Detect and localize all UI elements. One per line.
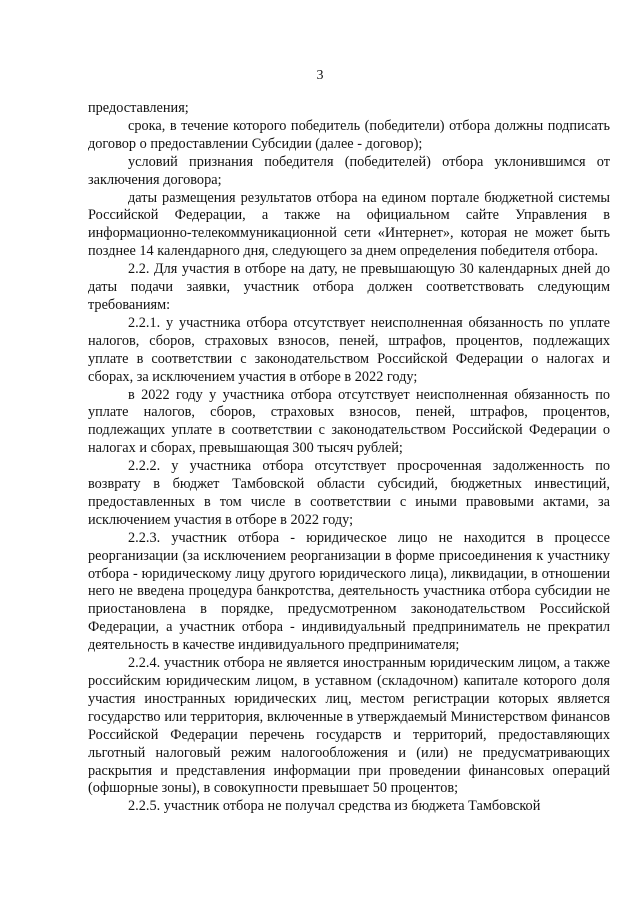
paragraph-2-2-5: 2.2.5. участник отбора не получал средства из бюджета Тамбовской	[128, 798, 541, 815]
paragraph-evasion-conditions: условий признания победителя (победителей) отбора уклонившимся от заключения договора;	[88, 153, 610, 188]
paragraph-contract-deadline: срока, в течение которого победитель (победители) отбора должны подписать договор о предоставлении Субсидии (далее - договор);	[88, 117, 610, 152]
paragraph-continuation: предоставления;	[88, 100, 189, 116]
paragraph-2-2-1: 2.2.1. у участника отбора отсутствует неисполненная обязанность по уплате налогов, сборов, страховых взносов, пеней, штрафов, процентов, подлежащих уплате в соответствии с законодательством Российской Федерации о налогах и сборах, за исключением участия в отборе в 2022 году;	[88, 314, 610, 385]
paragraph-2-2-3: 2.2.3. участник отбора - юридическое лицо не находится в процессе реорганизации (за исключением реорганизации в форме присоединения к участнику отбора - юридическому лицу другого юридического лица), ликвидации, в отношении него не введена процедура банкротства, деятельность участника отбора субсидии не приостановлена в порядке, предусмотренном законодательством Российской Федерации, а участник отбора - индивидуальный предприниматель не прекратил деятельность в качестве индивидуального предпринимателя;	[88, 529, 610, 654]
page-number: 3	[316, 68, 324, 83]
paragraph-2-2: 2.2. Для участия в отборе на дату, не превышающую 30 календарных дней до даты подачи заявки, участник отбора должен соответствовать следующим требованиям:	[88, 261, 610, 313]
paragraph-2-2-4: 2.2.4. участник отбора не является иностранным юридическим лицом, а также российским юридическим лицом, в уставном (складочном) капитале которого доля участия иностранных юридических лиц, местом регистрации которых является государство или территория, включенные в утверждаемый Министерством финансов Российской Федерации перечень государств и территорий, предоставляющих льготный налоговый режим налогообложения и (или) не предусматривающих раскрытия и представления информации при проведении финансовых операций (офшорные зоны), в совокупности превышает 50 процентов;	[88, 655, 610, 797]
paragraph-2022-tax-exception: в 2022 году у участника отбора отсутствует неисполненная обязанность по уплате налогов, сборов, страховых взносов, пеней, штрафов, процентов, подлежащих уплате в соответствии с законодательством Российской Федерации о налогах и сборах, превышающая 300 тысяч рублей;	[88, 386, 610, 457]
paragraph-publication-dates: даты размещения результатов отбора на едином портале бюджетной системы Российской Федерации, а также на официальном сайте Управления в информационно-телекоммуникационной сети «Интернет», которая не может быть позднее 14 календарного дня, следующего за днем определения победителя отбора.	[88, 189, 610, 260]
document-body	[88, 100, 610, 816]
paragraph-2-2-2: 2.2.2. у участника отбора отсутствует просроченная задолженность по возврату в бюджет Тамбовской области субсидий, бюджетных инвестиций, предоставленных в том числе в соответствии с иными правовыми актами, за исключением участия в отборе в 2022 году;	[88, 458, 610, 528]
